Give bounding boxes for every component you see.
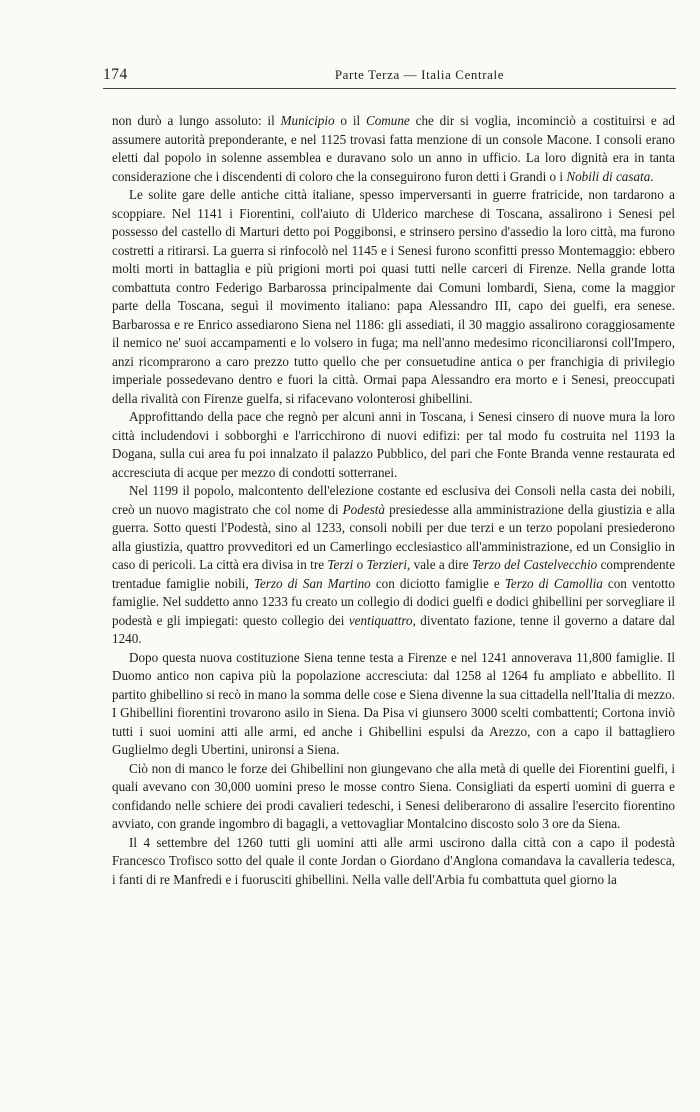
paragraph-6: Ciò non di manco le forze dei Ghibellini non giungevano che alla metà di quelle dei Fiorentini guelfi, i quali avevano con 30,000 uomini preso le mosse contro Siena. Consigliati da esperti uomini di guerra e confidando nelle schiere dei prodi cavalieri tedeschi, i Senesi deliberarono di assalire l'esercito fiorentino avviato, con grande ingombro di bagagli, a vettovagliar Montalcino discosto solo 3 ore da Siena. <box>112 760 675 831</box>
paragraph-4: Nel 1199 il popolo, malcontento dell'elezione costante ed esclusiva dei Consoli nella casta dei nobili, creò un nuovo magistrato che col nome di Podestà presiedesse alla amministrazione della giustizia e alla guerra. Sotto questi l'Podestà, sino al 1233, consoli nobili per due terzi e un terzo popolani presiederono alla giustizia, quattro provveditori ed un Camerlingo ecclesiastico all'amministrazione, ed un Consiglio in caso di pericoli. La città era divisa in tre Terzi o Terzieri, vale a dire Terzo del Castelvecchio comprendente trentadue famiglie nobili, Terzo di San Martino con diciotto famiglie e Terzo di Camollia con ventotto famiglie. Nel suddetto anno 1233 fu creato un collegio di dodici guelfi e dodici ghibellini per sorvegliare il podestà e gli impiegati: questo collegio dei ventiquattro, diventato fazione, tenne il governo a datare dal 1240. <box>112 483 676 646</box>
paragraph-1: non durò a lungo assoluto: il Municipio o il Comune che dir si voglia, incominciò a costituirsi e ad assumere autorità preponderante, e nel 1125 trovasi fatta menzione di un console Macone. I consoli erano eletti dal popolo in solenne assemblea e duravano solo un anno in ufficio. La loro dignità era in tanta considerazione che i discendenti di coloro che la conseguirono furon detti i Grandi o i Nobili di casata. <box>112 113 675 184</box>
paragraph-2: Le solite gare delle antiche città italiane, spesso imperversanti in guerre fratricide, non tardarono a scoppiare. Nel 1141 i Fiorentini, coll'aiuto di Ulderico marchese di Toscana, assalirono i Senesi pel possesso del castello di Marturi detto poi Poggibonsi, e strinsero persino d'assedio la loro città, ma furono costretti a ritirarsi. La guerra si rinfocolò nel 1145 e i Senesi furono sconfitti presso Montemaggio: ebbero molti morti in battaglia e più prigioni morti poi quasi tutti nelle carceri di Firenze. Nella grande lotta combattuta contro Federigo Barbarossa principalmente dai Comuni lombardi, Siena, come la maggior parte della Toscana, seguì il movimento italiano: papa Alessandro III, capo dei guelfi, era senese. Barbarossa e re Enrico assediarono Siena nel 1186: gli assediati, il 30 maggio assalirono coraggiosamente il nemico ne' suoi accampamenti e lo volsero in fuga; ma nell'anno medesimo riconciliaronsi coll'Impero, anzi ricomprarono a caro prezzo tutto quello che per consuetudine antica o per franchigia di privilegio imperiale possedevano dentro e fuori la città. Ormai papa Alessandro era morto e i Senesi, preoccupati della rivalità con Firenze guelfa, si rifacevano volonterosi ghibellini. <box>112 187 675 406</box>
paragraph-5: Dopo questa nuova costituzione Siena tenne testa a Firenze e nel 1241 annoverava 11,800 famiglie. Il Duomo antico non capiva più la popolazione accresciuta: dal 1258 al 1264 fu ampliato e abbellito. Il partito ghibellino si recò in mano la somma delle cose e Siena divenne la sua cittadella nell'Italia di mezzo. I Ghibellini fiorentini trovarono asilo in Siena. Da Pisa vi giunsero 3000 scelti combattenti; Cortona inviò tutti i suoi uomini atti alle armi, ed anche i Ghibellini espulsi da Arezzo, con a capo il battagliero Guglielmo degli Ubertini, unironsi a Siena. <box>112 649 675 757</box>
paragraph-7: Il 4 settembre del 1260 tutti gli uomini atti alle armi uscirono dalla città con a capo il podestà Francesco Trofisco sotto del quale il conte Jordan o Giordano d'Anglona comandava la cavalleria tedesca, i fanti di re Manfredi e i fuorusciti ghibellini. Nella valle dell'Arbia fu combattuta quel giorno la <box>112 834 675 887</box>
running-title: Parte Terza — Italia Centrale <box>334 67 505 82</box>
body-text <box>112 112 675 889</box>
page-number: 174 <box>103 66 128 83</box>
paragraph-3: Approfittando della pace che regnò per alcuni anni in Toscana, i Senesi cinsero di nuove mura la loro città includendovi i sobborghi e l'arricchirono di nuovi edifizi: per tal modo fu costruita nel 1193 la Dogana, sulla cui area fu poi innalzato il palazzo Pubblico, del pari che Fonte Branda venne restaurata ed accresciuta di acque per mezzo di condotti sotterranei. <box>112 409 675 480</box>
running-header <box>103 62 676 89</box>
